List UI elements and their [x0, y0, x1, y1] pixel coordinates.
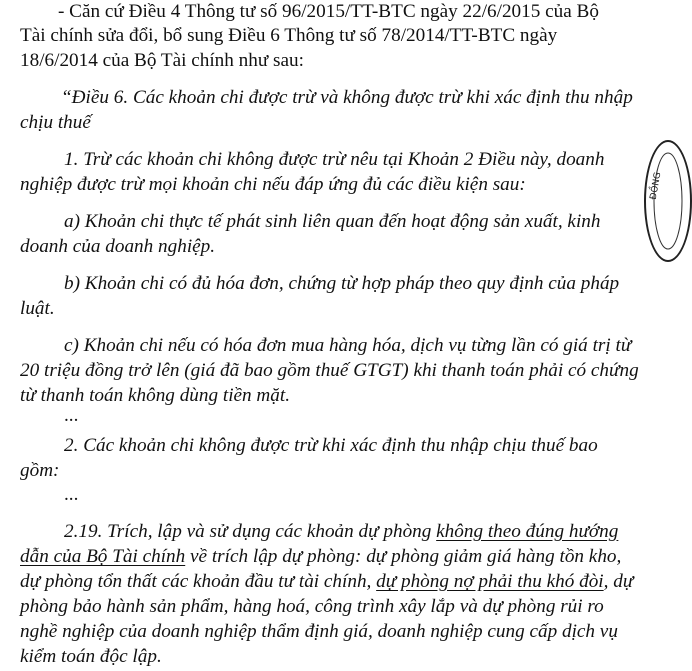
- text-line: ...: [64, 405, 79, 426]
- text-segment: , dự: [603, 571, 634, 592]
- text-line: doanh của doanh nghiệp.: [20, 236, 216, 257]
- text-segment: 2.19. Trích, lập và sử dụng các khoản dự phòng: [64, 521, 437, 542]
- text-segment: dự phòng tổn thất các khoản đầu tư tài chính,: [20, 571, 377, 592]
- text-line: Tài chính sửa đổi, bổ sung Điều 6 Thông tư số 78/2014/TT-BTC ngày: [20, 25, 558, 46]
- text-line: 20 triệu đồng trở lên (giá đã bao gồm thuế GTGT) khi thanh toán phải có chứng: [20, 360, 639, 381]
- underlined-text: dẫn của Bộ Tài chính: [20, 546, 186, 567]
- text-line: ...: [64, 484, 79, 505]
- text-line: [20, 570, 633, 594]
- text-line: a) Khoản chi thực tế phát sinh liên quan đến hoạt động sản xuất, kinh: [64, 211, 601, 232]
- underlined-text: dự phòng nợ phải thu khó đòi: [376, 571, 604, 592]
- seal-stamp: [644, 140, 692, 262]
- underlined-text: không theo đúng hướng: [436, 521, 619, 542]
- text-line: nghiệp được trừ mọi khoản chi nếu đáp ứng đủ các điều kiện sau:: [20, 174, 526, 195]
- text-line: 18/6/2014 của Bộ Tài chính như sau:: [20, 50, 304, 71]
- text-line: luật.: [20, 298, 55, 319]
- text-line: phòng bảo hành sản phẩm, hàng hoá, công trình xây lắp và dự phòng rủi ro: [20, 596, 604, 617]
- text-line: 1. Trừ các khoản chi không được trừ nêu tại Khoản 2 Điều này, doanh: [64, 149, 605, 170]
- text-line: kiểm toán độc lập.: [20, 646, 162, 667]
- seal-stamp-icon: [646, 142, 690, 260]
- stamp-text: ĐỒNG: [648, 171, 664, 201]
- text-line: “Điều 6. Các khoản chi được trừ và không được trừ khi xác định thu nhập: [61, 87, 633, 108]
- text-line: c) Khoản chi nếu có hóa đơn mua hàng hóa, dịch vụ từng lần có giá trị từ: [64, 335, 632, 356]
- text-line: [64, 520, 618, 544]
- text-line: b) Khoản chi có đủ hóa đơn, chứng từ hợp pháp theo quy định của pháp: [64, 273, 620, 294]
- text-line: 2. Các khoản chi không được trừ khi xác định thu nhập chịu thuế bao: [64, 435, 598, 456]
- text-segment: về trích lập dự phòng: dự phòng giảm giá hàng tồn kho,: [185, 546, 622, 567]
- text-line: gồm:: [20, 460, 60, 481]
- text-line: từ thanh toán không dùng tiền mặt.: [20, 385, 291, 406]
- text-line: - Căn cứ Điều 4 Thông tư số 96/2015/TT-BTC ngày 22/6/2015 của Bộ: [58, 1, 599, 22]
- text-line: chịu thuế: [20, 112, 91, 133]
- text-line: nghề nghiệp của doanh nghiệp thẩm định giá, doanh nghiệp cung cấp dịch vụ: [20, 621, 618, 642]
- text-line: [20, 545, 621, 569]
